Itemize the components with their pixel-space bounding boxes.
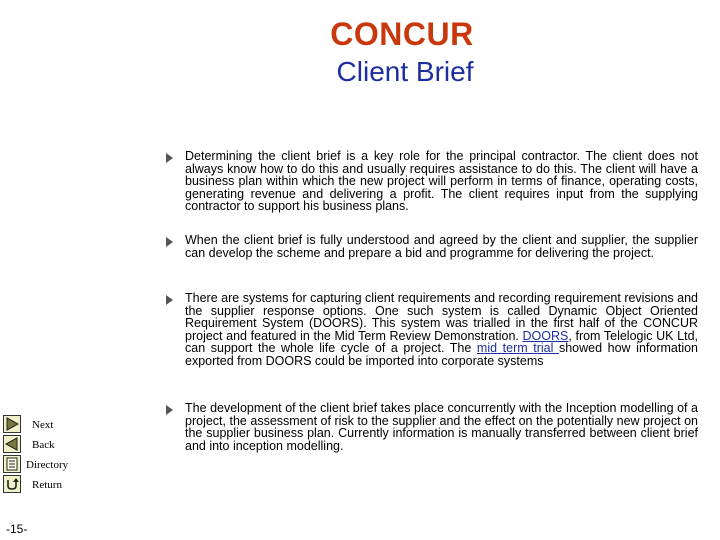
page-number: -15-	[6, 522, 28, 536]
nav-back[interactable]	[0, 435, 90, 455]
bullet-marker-icon	[166, 405, 173, 415]
bullet-marker-icon	[166, 295, 173, 305]
bullet-marker-icon	[166, 153, 173, 163]
bullet-text: When the client brief is fully understood and agreed by the client and supplier, the supplier can develop the scheme and prepare a bid and programme for delivering the project.	[185, 233, 698, 260]
bullet-text-part: There are systems for capturing client requirements and recording requirement revisions and the supplier response options. One such system is called Dynamic Object Oriented Requirement System (DOORS). This system was trialled in the first half of the CONCUR project and featured in the Mid Term Review Demonstration.	[185, 291, 698, 343]
next-arrow-icon[interactable]	[3, 415, 21, 433]
bullet-marker-icon	[166, 237, 173, 247]
return-icon[interactable]	[3, 475, 21, 493]
bullet-item	[166, 402, 698, 452]
bullet-text	[185, 292, 698, 368]
nav-directory[interactable]	[0, 455, 90, 475]
mid-term-trial-link[interactable]: mid term trial	[476, 341, 559, 356]
slide-subtitle: Client Brief	[336, 56, 474, 87]
nav-return[interactable]	[0, 475, 90, 495]
directory-icon[interactable]	[3, 455, 21, 473]
bullet-text: The development of the client brief takes place concurrently with the Inception modelling of a project, the assessment of risk to the supplier and the effect on the potentially new project on the supplier business plan. Currently information is manually transferred between client brief and into inception modelling.	[185, 401, 698, 453]
nav-return-label[interactable]: Return	[32, 479, 62, 491]
nav-next[interactable]	[0, 415, 90, 435]
slide-title: CONCUR	[330, 16, 474, 52]
bullet-item	[166, 150, 698, 213]
nav-directory-label[interactable]: Directory	[26, 459, 69, 471]
bullet-text: Determining the client brief is a key role for the principal contractor. The client does not always know how to do this and usually requires assistance to do this. The client will have a business plan within which the new project will perform in terms of finance, operating costs, generating revenue and delivering a profit. The client requires input from the supplying contractor to support his business plans.	[185, 149, 698, 214]
nav-back-label[interactable]: Back	[32, 439, 55, 451]
doors-link[interactable]: DOORS	[522, 328, 569, 343]
nav-next-label[interactable]: Next	[32, 419, 54, 431]
back-arrow-icon[interactable]	[3, 435, 21, 453]
bullet-item	[166, 234, 698, 259]
bullet-item	[166, 292, 698, 368]
bullet-text-part: showed how information exported from DOORS could be imported into corporate systems	[185, 341, 699, 368]
bullet-text-part: , from Telelogic UK Ltd, can support the whole life cycle of a project. The	[185, 328, 699, 356]
